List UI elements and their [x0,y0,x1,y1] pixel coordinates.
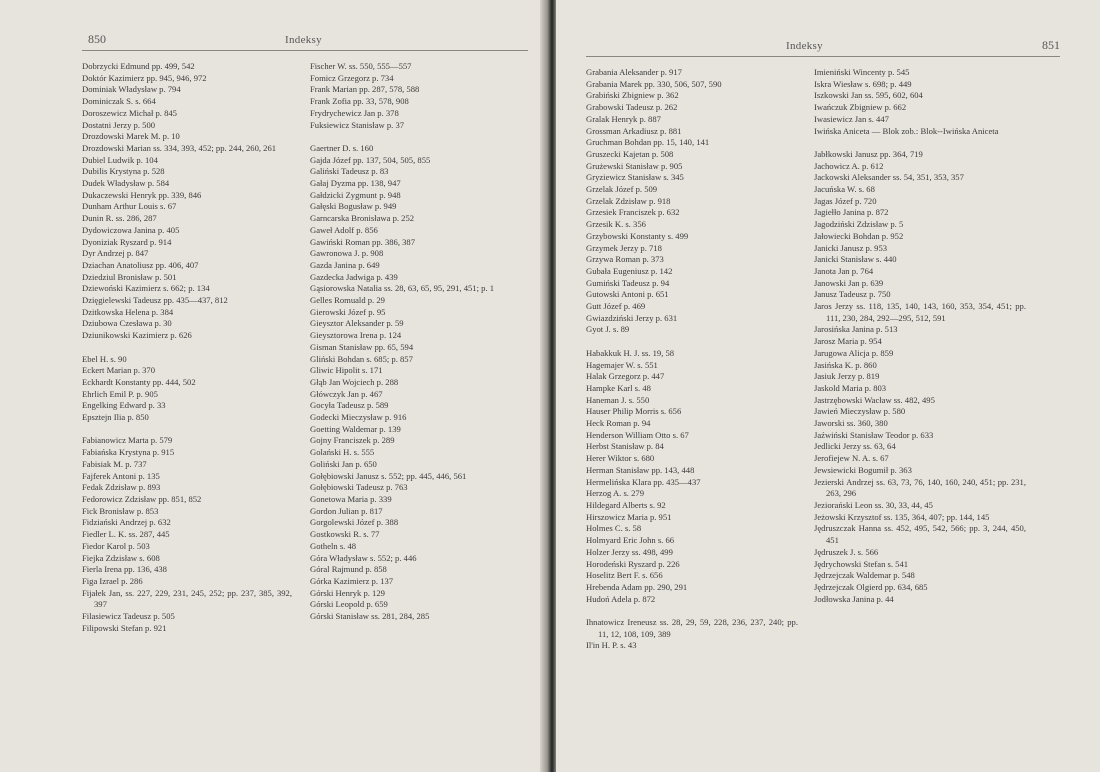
index-entry: Głąb Jan Wojciech p. 288 [310,376,399,387]
index-entry: Janota Jan p. 764 [814,265,874,276]
index-entry: Holmes C. s. 58 [586,523,642,534]
index-entry: Fick Bronisław p. 853 [82,505,159,516]
index-entry: Eckert Marian p. 370 [82,365,156,376]
index-entry: Gorgolewski Józef p. 388 [310,517,399,528]
index-entry: Grzesik K. s. 356 [586,219,646,230]
index-entry: Jabłkowski Janusz pp. 364, 719 [814,148,923,159]
index-entry: Jodłowska Janina p. 44 [814,593,894,604]
right-running-title: Indeksy [786,40,823,52]
index-entry: Gałdzicki Zygmunt p. 948 [310,189,401,200]
index-entry: Jacuńska W. s. 68 [814,184,875,195]
index-entry: Gołębiowski Janusz s. 552; pp. 445, 446, 561 [310,470,467,481]
index-entry: Gołębiowski Tadeusz p. 763 [310,482,408,493]
letter-section-gap [814,137,1026,149]
right-index-columns [586,67,1060,652]
letter-section-gap [586,336,798,348]
index-entry: Grabiński Zbigniew p. 362 [586,90,679,101]
index-entry: Gotheln s. 48 [310,540,357,551]
index-entry: Fabisiak M. p. 737 [82,458,147,469]
index-entry: Gisman Stanisław pp. 65, 594 [310,341,414,352]
index-entry: Hildegard Alberts s. 92 [586,500,666,510]
index-entry: Frydrychewicz Jan p. 378 [310,107,399,118]
index-entry: Gordon Julian p. 817 [310,505,383,516]
index-entry: Jarugowa Alicja p. 859 [814,347,894,358]
index-entry: Gałaj Dyzma pp. 138, 947 [310,178,401,189]
index-entry: Grzelak Zdzisław p. 918 [586,195,671,206]
index-entry: Jastrzębowski Wacław ss. 482, 495 [814,394,935,405]
index-entry: Filasiewicz Tadeusz p. 505 [82,611,175,622]
index-entry: Gelles Romuald p. 29 [310,295,385,306]
letter-section-gap [82,342,292,354]
index-column [814,67,1026,652]
index-entry: Goetting Waldemar p. 139 [310,423,401,434]
index-entry: Gąsiorowska Natalia ss. 28, 63, 65, 95, 291, 451; p. 1 [310,283,495,294]
index-entry: Dyr Andrzej p. 847 [82,248,149,259]
index-entry: Garncarska Bronisława p. 252 [310,213,415,224]
index-entry: Janowski Jan p. 639 [814,277,884,288]
index-entry: Doktór Kazimierz pp. 945, 946, 972 [82,72,207,83]
index-entry: Gruchman Bohdan pp. 15, 140, 141 [586,137,710,148]
index-entry: Gawronowa J. p. 908 [310,248,384,259]
index-entry: Fiedler L. K. ss. 287, 445 [82,529,170,540]
left-page-number: 850 [88,32,106,46]
index-entry: Fabianowicz Marta p. 579 [82,435,173,446]
index-entry: Gralak Henryk p. 887 [586,113,661,124]
index-entry: Dunham Arthur Louis s. 67 [82,201,177,212]
index-entry: Jędrzejczak Olgierd pp. 634, 685 [814,581,928,592]
index-entry: Haneman J. s. 550 [586,394,650,405]
index-entry: Jaskold Maria p. 803 [814,382,887,393]
index-entry: Fijałek Jan, ss. 227, 229, 231, 245, 252; pp. 237, 385, 392, 397 [82,587,292,610]
index-entry: Hampke Karl s. 48 [586,382,651,393]
letter-section-gap [586,605,798,617]
index-entry: Henderson William Otto s. 67 [586,429,689,440]
index-entry: Engelking Edward p. 33 [82,400,166,411]
index-entry: Gliwic Hipolit s. 171 [310,365,383,376]
index-entry: Gojny Franciszek p. 289 [310,435,395,446]
index-entry: Jachowicz A. p. 612 [814,160,884,171]
index-entry: Jagas Józef p. 720 [814,195,877,206]
index-entry: Gonetowa Maria p. 339 [310,494,392,504]
index-entry: Jasiuk Jerzy p. 819 [814,371,880,382]
index-entry: Drozdowski Marek M. p. 10 [82,131,180,142]
left-page [0,0,548,772]
index-entry: Gałęski Bogusław p. 949 [310,201,397,212]
index-entry: Dyoniziak Ryszard p. 914 [82,236,172,247]
index-entry: Iwasiewicz Jan s. 447 [814,113,889,124]
index-entry: Gaweł Adolf p. 856 [310,224,378,235]
index-entry: Dziunikowski Kazimierz p. 626 [82,330,192,341]
index-entry: Doroszewicz Michał p. 845 [82,107,177,118]
index-entry: Gutt Józef p. 469 [586,301,646,312]
index-entry: Hagemajer W. s. 551 [586,359,658,370]
index-entry: Jezierski Andrzej ss. 63, 73, 76, 140, 160, 240, 451; pp. 231, 263, 296 [814,476,1026,499]
index-entry: Herbst Stanisław p. 84 [586,441,664,452]
index-entry: Grzymek Jerzy p. 718 [586,242,662,253]
index-entry: Janicki Stanisław s. 440 [814,254,897,265]
index-entry: Gruszecki Kajetan p. 508 [586,148,674,159]
index-entry: Jasińska K. p. 860 [814,359,877,370]
index-entry: Główczyk Jan p. 467 [310,388,383,399]
index-entry: Janicki Janusz p. 953 [814,242,888,253]
index-entry: Frank Zofia pp. 33, 578, 908 [310,96,409,107]
index-entry: Dziubowa Czesława p. 30 [82,318,172,329]
index-entry: Dydowiczowa Janina p. 405 [82,224,180,235]
index-entry: Janusz Tadeusz p. 750 [814,289,891,300]
index-entry: Dubiel Ludwik p. 104 [82,154,158,165]
index-entry: Godecki Mieczysław p. 916 [310,412,407,423]
index-entry: Jarosińska Janina p. 513 [814,324,898,335]
index-entry: Dziewoński Kazimierz s. 662; p. 134 [82,283,210,294]
index-entry: Góral Rajmund p. 858 [310,564,387,575]
index-entry: Dzitkowska Helena p. 384 [82,306,174,317]
index-entry: Dunin R. ss. 286, 287 [82,213,157,224]
index-column [586,67,798,652]
index-entry: Fidziański Andrzej p. 632 [82,517,171,528]
index-entry: Gyot J. s. 89 [586,324,630,335]
index-entry: Ehrlich Emil P. p. 905 [82,388,158,399]
index-entry: Grzybowski Konstanty s. 499 [586,230,689,241]
index-entry: Imieniński Wincenty p. 545 [814,67,910,77]
index-entry: Jeziorański Leon ss. 30, 33, 44, 45 [814,500,933,510]
index-entry: Jaros Jerzy ss. 118, 135, 140, 143, 160, 353, 354, 451; pp. 111, 230, 284, 292—295, 512, 591 [814,301,1026,323]
index-entry: Jewsiewicki Bogumił p. 363 [814,464,912,475]
index-entry: Dzięgielewski Tadeusz pp. 435—437, 812 [82,295,228,306]
index-entry: Gajda Józef pp. 137, 504, 505, 855 [310,154,431,165]
index-entry: Góra Władysław s. 552; p. 446 [310,552,417,563]
index-entry: Herzog A. s. 279 [586,488,644,499]
left-running-title: Indeksy [285,34,322,46]
index-entry: Fischer W. ss. 550, 555—557 [310,61,412,71]
index-entry: Gierowski Józef p. 95 [310,306,386,317]
index-entry: Jerofiejew N. A. s. 67 [814,453,889,464]
index-entry: Jaźwiński Stanisław Teodor p. 633 [814,429,934,440]
index-entry: Fiejka Zdzisław s. 608 [82,552,160,563]
index-entry: Jędrzejczak Waldemar p. 548 [814,570,915,581]
index-entry: Drozdowski Marian ss. 334, 393, 452; pp. 244, 260, 261 [82,142,277,153]
index-entry: Grzesiek Franciszek p. 632 [586,207,680,218]
index-entry: Hauser Philip Morris s. 656 [586,406,682,417]
index-entry: Dziedziul Bronisław p. 501 [82,271,177,282]
index-entry: Herer Wiktor s. 680 [586,453,655,464]
index-entry: Filipowski Stefan p. 921 [82,622,167,633]
index-entry: Jawień Mieczysław p. 580 [814,406,906,417]
index-entry: Jagiełło Janina p. 872 [814,207,889,218]
index-entry: Gostkowski R. s. 77 [310,529,380,540]
index-entry: Hermelińska Klara pp. 435—437 [586,476,701,487]
index-entry: Iszkowski Jan ss. 595, 602, 604 [814,90,923,101]
index-entry: Epsztejn Ilia p. 850 [82,412,149,423]
index-entry: Goliński Jan p. 650 [310,458,377,469]
index-entry: Halak Grzegorz p. 447 [586,371,665,382]
index-entry: Gazdecka Jadwiga p. 439 [310,271,398,282]
index-entry: Fedorowicz Zdzisław pp. 851, 852 [82,493,202,504]
index-entry: Jaworski ss. 360, 380 [814,418,888,429]
index-entry: Grzywa Roman p. 373 [586,254,664,265]
index-entry: Grossman Arkadiusz p. 881 [586,125,682,136]
index-entry: Gumiński Tadeusz p. 94 [586,277,670,288]
index-entry: Gryziewicz Stanisław s. 345 [586,172,684,183]
index-entry: Górski Stanisław ss. 281, 284, 285 [310,611,430,622]
index-entry: Fabiańska Krystyna p. 915 [82,447,175,458]
index-entry: Gaertner D. s. 160 [310,142,374,153]
index-entry: Habakkuk H. J. ss. 19, 58 [586,347,675,358]
index-entry: Jędrychowski Stefan s. 541 [814,558,909,569]
index-entry: Figa Izrael p. 286 [82,575,143,586]
index-entry: Górka Kazimierz p. 137 [310,575,394,586]
index-entry: Fiedor Karol p. 503 [82,540,150,551]
index-entry: Jedlicki Jerzy ss. 63, 64 [814,441,896,452]
index-entry: Ebel H. s. 90 [82,353,127,364]
index-entry: Iwańczuk Zbigniew p. 662 [814,102,907,113]
index-entry: Gliński Bohdan s. 685; p. 857 [310,353,413,364]
index-entry: Fajferek Antoni p. 135 [82,470,160,481]
index-entry: Dominiak Władysław p. 794 [82,84,181,95]
index-entry: Jeżowski Krzysztof ss. 135, 364, 407; pp. 144, 145 [814,511,990,522]
index-entry: Gubała Eugeniusz p. 142 [586,265,673,276]
index-entry: Gazda Janina p. 649 [310,259,380,270]
index-entry: Ihnatowicz Ireneusz ss. 28, 29, 59, 228, 236, 237, 240; pp. 11, 12, 108, 109, 389 [586,617,798,639]
index-entry: Holmyard Eric John s. 66 [586,535,675,546]
index-entry: Iskra Wiesław s. 698; p. 449 [814,78,912,89]
index-entry: Gawiński Roman pp. 386, 387 [310,236,416,247]
index-entry: Frank Marian pp. 287, 578, 588 [310,84,420,95]
letter-section-gap [310,131,526,143]
index-entry: Holzer Jerzy ss. 498, 499 [586,546,673,557]
index-entry: Horodeński Ryszard p. 226 [586,558,680,569]
index-entry: Heck Roman p. 94 [586,418,651,429]
index-entry: Dukaczewski Henryk pp. 339, 846 [82,189,202,200]
index-entry: Gieysztor Aleksander p. 59 [310,318,404,329]
index-entry: Hrebenda Adam pp. 290, 291 [586,581,688,592]
index-entry: Fomicz Grzegorz p. 734 [310,72,394,83]
left-index-columns [82,61,528,634]
index-entry: Jagodziński Zdzisław p. 5 [814,219,904,230]
index-entry: Il'in H. P. s. 43 [586,640,637,651]
index-entry: Jałowiecki Bohdan p. 952 [814,230,904,241]
index-entry: Gieysztorowa Irena p. 124 [310,330,402,341]
index-entry: Fedak Zdzisław p. 893 [82,482,161,493]
index-entry: Jarosz Maria p. 954 [814,336,882,347]
index-entry: Hirszowicz Maria p. 951 [586,511,672,522]
index-entry: Grabowski Tadeusz p. 262 [586,102,678,113]
index-entry: Jackowski Aleksander ss. 54, 351, 353, 357 [814,172,964,183]
index-entry: Fierla Irena pp. 136, 438 [82,564,167,575]
index-entry: Jędruszczak Hanna ss. 452, 495, 542, 566; pp. 3, 244, 450, 451 [814,523,1026,546]
index-entry: Hoselitz Bert F. s. 656 [586,570,663,581]
index-entry: Galiński Tadeusz p. 83 [310,166,389,177]
index-column [310,61,526,634]
index-entry: Dudek Władysław p. 584 [82,178,170,189]
index-entry: Dobrzycki Edmund pp. 499, 542 [82,61,195,71]
index-entry: Eckhardt Konstanty pp. 444, 502 [82,376,196,387]
index-entry: Grabania Marek pp. 330, 506, 507, 590 [586,78,722,89]
index-entry: Gwiazdziński Jerzy p. 631 [586,312,678,323]
index-entry: Dostatni Jerzy p. 500 [82,119,156,130]
index-entry: Gutowski Antoni p. 651 [586,289,669,300]
index-entry: Dominiczak S. s. 664 [82,96,156,107]
index-entry: Dziachan Anatoliusz pp. 406, 407 [82,259,199,270]
index-entry: Hudoń Adela p. 872 [586,593,656,604]
index-entry: Golański H. s. 555 [310,447,375,458]
index-entry: Grużewski Stanisław p. 905 [586,160,683,171]
index-entry: Grzelak Józef p. 509 [586,184,658,195]
index-entry: Dubilis Krystyna p. 528 [82,166,165,177]
index-entry: Herman Stanisław pp. 143, 448 [586,464,695,475]
index-entry: Górski Leopold p. 659 [310,599,388,610]
right-running-header [586,38,1060,57]
right-page-number: 851 [1042,38,1060,52]
index-column [82,61,292,634]
left-running-header [82,32,528,51]
index-entry: Górski Henryk p. 129 [310,587,385,598]
index-entry: Jędruszek J. s. 566 [814,546,879,557]
index-entry: Iwińska Aniceta — Blok zob.: Blok--Iwińska Aniceta [814,125,999,136]
letter-section-gap [82,424,292,436]
index-entry: Grabania Aleksander p. 917 [586,67,682,77]
right-page [556,0,1100,772]
index-entry: Fuksiewicz Stanisław p. 37 [310,119,405,130]
index-entry: Gocyła Tadeusz p. 589 [310,400,389,411]
